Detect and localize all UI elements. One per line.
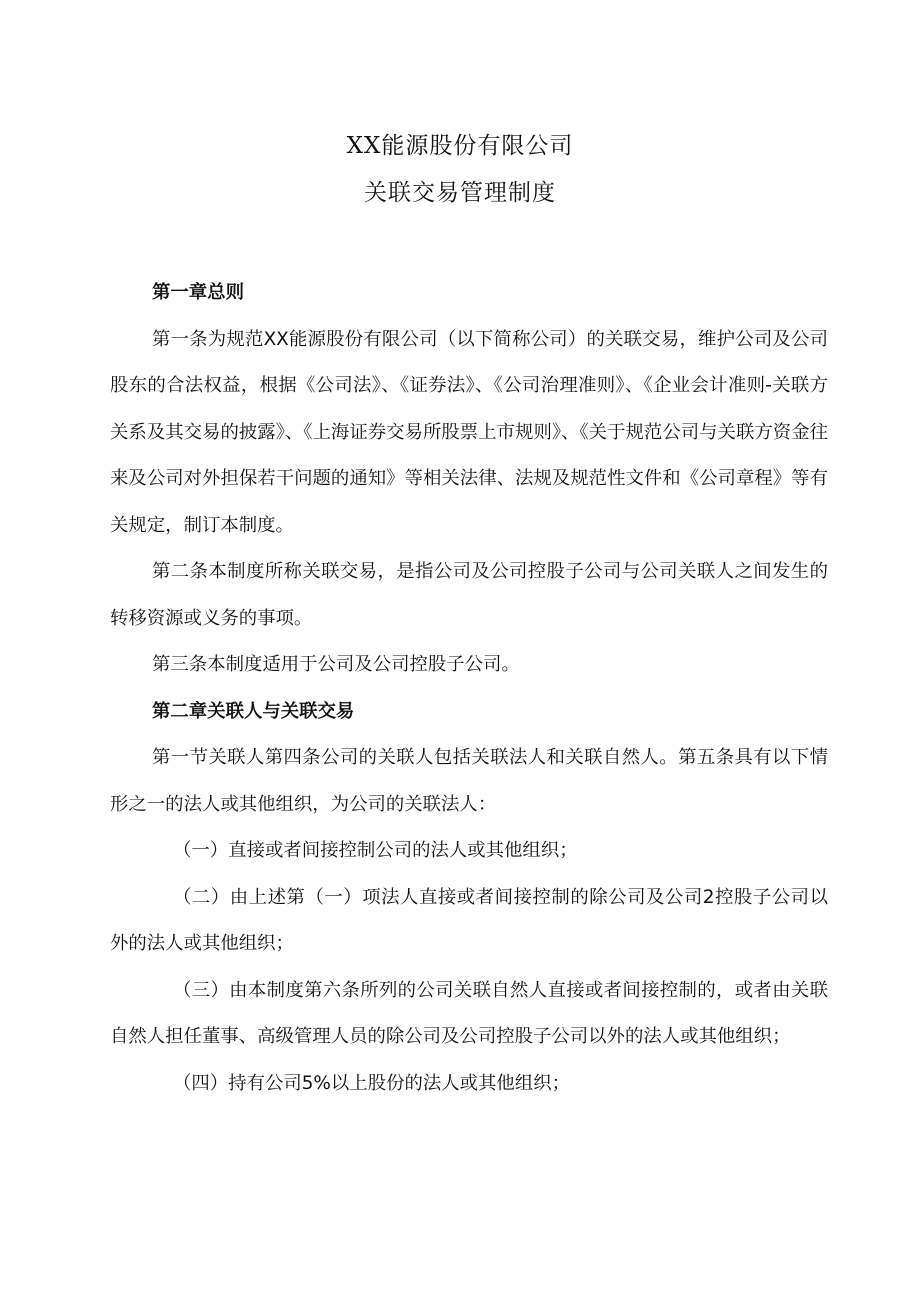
article-1: 第一条为规范XX能源股份有限公司（以下简称公司）的关联交易，维护公司及公司股东的合法权益，根据《公司法》、《证券法》、《公司治理准则》、《企业会计准则-关联方关系及其交易的披露》、《上海证券交易所股票上市规则》、《关于规范公司与关联方资金往来及公司对外担保若干问题的通知》等相关法律、法规及规范性文件和《公司章程》等有关规定，制订本制度。 — [110, 328, 828, 536]
list-item: （一）直接或者间接控制公司的法人或其他组织； — [173, 840, 578, 861]
section-1-paragraph: 第一节关联人第四条公司的关联人包括关联法人和关联自然人。第五条具有以下情形之一的法人或其他组织，为公司的关联法人： — [110, 747, 828, 815]
document-subtitle: 关联交易管理制度 — [364, 180, 556, 206]
document-title: XX能源股份有限公司 — [346, 133, 574, 159]
chapter-heading-1: 第一章总则 — [152, 282, 244, 303]
article-3: 第三条本制度适用于公司及公司控股子公司。 — [152, 654, 520, 675]
chapter-heading-2: 第二章关联人与关联交易 — [152, 700, 355, 722]
list-item: （三）由本制度第六条所列的公司关联自然人直接或者间接控制的，或者由关联自然人担任董事、高级管理人员的除公司及公司控股子公司以外的法人或其他组织； — [110, 979, 828, 1047]
document-body — [110, 270, 828, 1107]
list-item: （四）持有公司5%以上股份的法人或其他组织； — [173, 1072, 570, 1094]
list-item: （二）由上述第（一）项法人直接或者间接控制的除公司及公司2控股子公司以外的法人或其他组织； — [110, 886, 828, 954]
article-2: 第二条本制度所称关联交易，是指公司及公司控股子公司与公司关联人之间发生的转移资源或义务的事项。 — [110, 561, 828, 629]
